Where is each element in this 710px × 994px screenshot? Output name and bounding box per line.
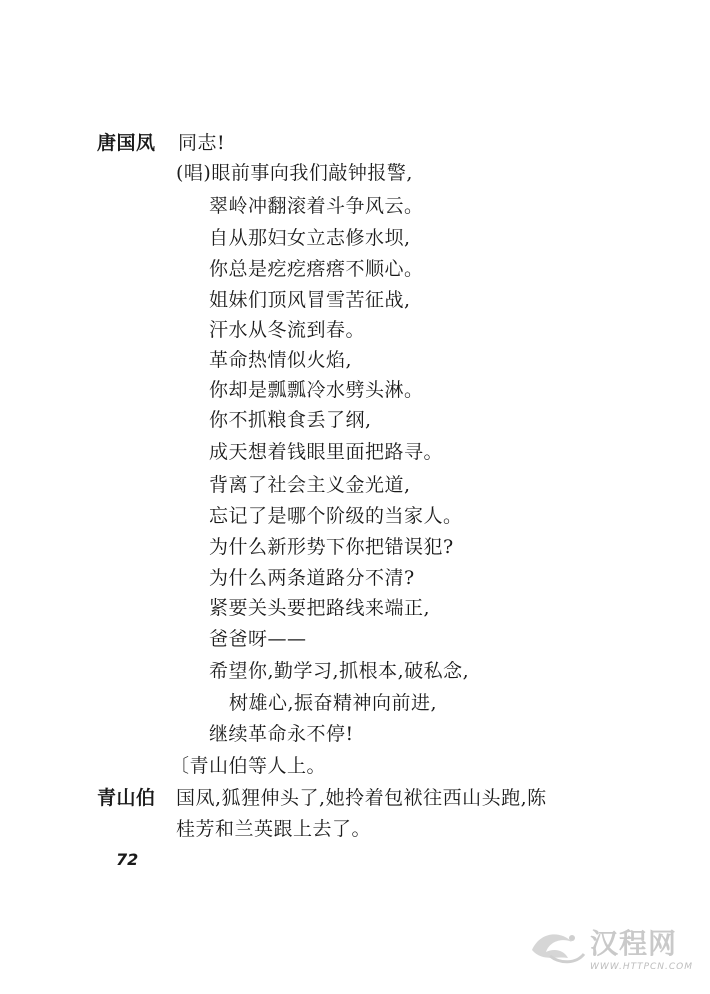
song-line-11: 背离了社会主义金光道, <box>209 474 411 496</box>
song-line-14: 为什么两条道路分不清? <box>209 567 415 589</box>
song-line-2: 翠岭冲翻滚着斗争风云。 <box>209 195 424 217</box>
song-line-17: 希望你,勤学习,抓根本,破私念, <box>209 660 470 682</box>
watermark-text: 汉程网 <box>590 927 678 960</box>
song-line-1: (唱)眼前事向我们敲钟报警, <box>176 162 413 184</box>
song-line-8: 你却是瓢瓢冷水劈头淋。 <box>209 379 424 401</box>
song-line-7: 革命热情似火焰, <box>209 349 353 371</box>
watermark-url: WWW.HTTPCN.COM <box>590 962 694 972</box>
song-line-15: 紧要关头要把路线来端正, <box>209 597 431 619</box>
song-line-13: 为什么新形势下你把错误犯? <box>209 536 454 558</box>
song-line-16: 爸爸呀—— <box>209 628 307 650</box>
stage-direction: 〔青山伯等人上。 <box>170 755 327 777</box>
song-line-6: 汗水从冬流到春。 <box>209 319 366 341</box>
dialogue-line-1: 国凤,狐狸伸头了,她拎着包袱往西山头跑,陈 <box>176 787 547 809</box>
dialogue-line-2: 桂芳和兰英跟上去了。 <box>176 818 372 840</box>
song-line-3: 自从那妇女立志修水坝, <box>209 227 411 249</box>
song-line-9: 你不抓粮食丢了纲, <box>209 409 372 431</box>
song-line-12: 忘记了是哪个阶级的当家人。 <box>209 505 463 527</box>
page-number: 72 <box>116 850 139 869</box>
song-line-19: 继续革命永不停! <box>209 723 354 745</box>
song-line-4: 你总是疙疙瘩瘩不顺心。 <box>209 258 424 280</box>
speaker-qingshanbo: 青山伯 <box>97 787 156 809</box>
song-line-5: 姐妹们顶风冒雪苦征战, <box>209 289 411 311</box>
song-line-18: 树雄心,振奋精神向前进, <box>229 692 438 714</box>
dialogue-line: 同志! <box>178 132 226 154</box>
speaker-tang-guofeng: 唐国凤 <box>97 132 156 154</box>
song-line-10: 成天想着钱眼里面把路寻。 <box>209 441 444 463</box>
